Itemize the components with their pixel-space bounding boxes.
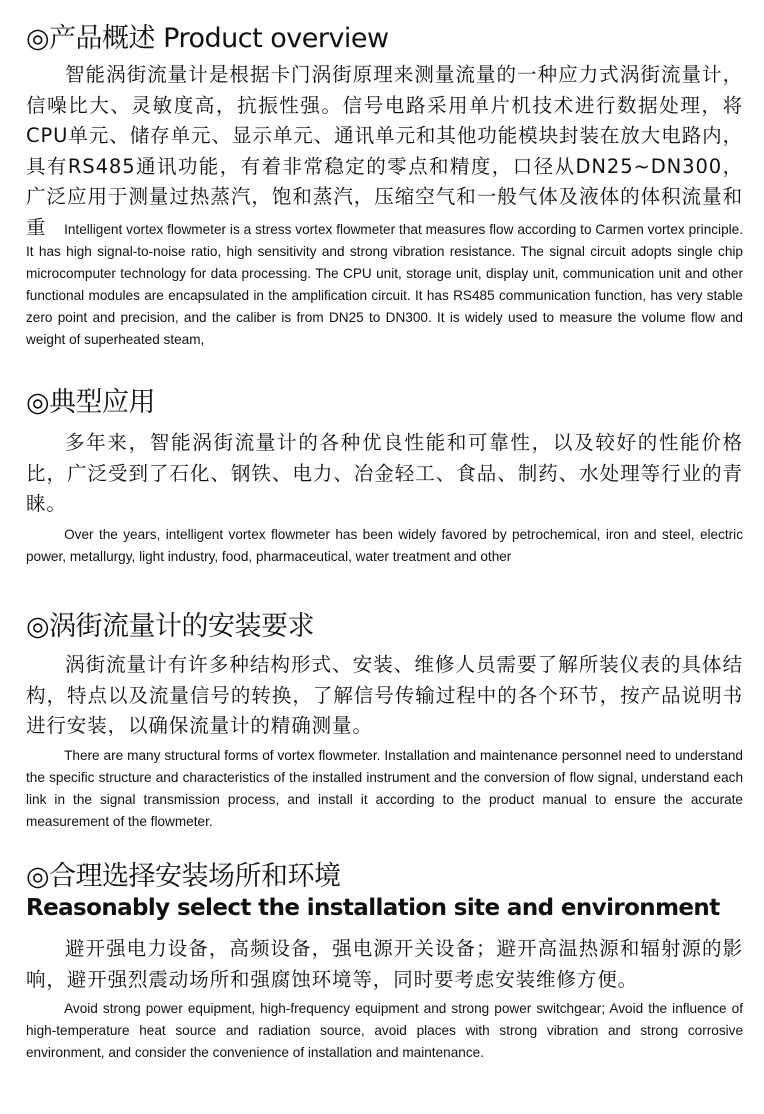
english-paragraph: There are many structural forms of vortex flowmeter. Installation and maintenance personnel need to understand the specific structure and characteristics of the installed instrument and the conversion of flow signal, understand each link in the signal transmission process, and install it according to the product manual to ensure the accurate measurement of the flowmeter. bbox=[26, 747, 743, 829]
section-installation-site bbox=[26, 860, 743, 1064]
section-heading: ◎产品概述 Product overview bbox=[26, 23, 389, 54]
chinese-paragraph: 智能涡街流量计是根据卡门涡街原理来测量流量的一种应力式涡街流量计，信噪比大、灵敏度高，抗振性强。信号电路采用单片机技术进行数据处理，将CPU单元、储存单元、显示单元、通讯单元和其他功能模块封装在放大电路内，具有RS485通讯功能，有着非常稳定的零点和精度，口径从DN25~DN300，广泛应用于测量过热蒸汽，饱和蒸汽，压缩空气和一般气体及液体的体积流量和重 bbox=[26, 63, 743, 239]
chinese-paragraph: 多年来，智能涡街流量计的各种优良性能和可靠性，以及较好的性能价格比，广泛受到了石化、钢铁、电力、冶金轻工、食品、制药、水处理等行业的青睐。 bbox=[26, 431, 743, 516]
section-heading: ◎合理选择安装场所和环境 bbox=[26, 861, 341, 892]
section-typical-applications bbox=[26, 386, 743, 568]
section-installation-requirements bbox=[26, 610, 743, 833]
english-paragraph: Over the years, intelligent vortex flowmeter has been widely favored by petrochemical, iron and steel, electric power, metallurgy, light industry, food, pharmaceutical, water treatment and other bbox=[26, 526, 743, 564]
section-heading: ◎典型应用 bbox=[26, 387, 156, 418]
chinese-paragraph: 避开强电力设备，高频设备，强电源开关设备；避开高温热源和辐射源的影响，避开强烈震动场所和强腐蚀环境等，同时要考虑安装维修方便。 bbox=[26, 937, 743, 991]
section-heading: ◎涡街流量计的安装要求 bbox=[26, 611, 315, 642]
section-product-overview bbox=[26, 22, 743, 351]
english-paragraph: Intelligent vortex flowmeter is a stress vortex flowmeter that measures flow according to Carmen vortex principle. It has high signal-to-noise ratio, high sensitivity and strong vibration resistance. The signal circuit adopts single chip microcomputer technology for data processing. The CPU unit, storage unit, display unit, communication unit and other functional modules are encapsulated in the amplification circuit. It has RS485 communication function, has very stable zero point and precision, and the caliber is from DN25 to DN300. It is widely used to measure the volume flow and weight of superheated steam, bbox=[26, 222, 743, 347]
english-paragraph: Avoid strong power equipment, high-frequency equipment and strong power switchgear; Avoid the influence of high-temperature heat source and radiation source, avoid places with strong vibration and strong corrosive environment, and consider the convenience of installation and maintenance. bbox=[26, 1001, 743, 1061]
chinese-paragraph: 涡街流量计有许多种结构形式、安装、维修人员需要了解所装仪表的具体结构，特点以及流量信号的转换，了解信号传输过程中的各个环节，按产品说明书进行安装，以确保流量计的精确测量。 bbox=[26, 653, 743, 738]
section-subheading: Reasonably select the installation site and environment bbox=[26, 895, 720, 921]
